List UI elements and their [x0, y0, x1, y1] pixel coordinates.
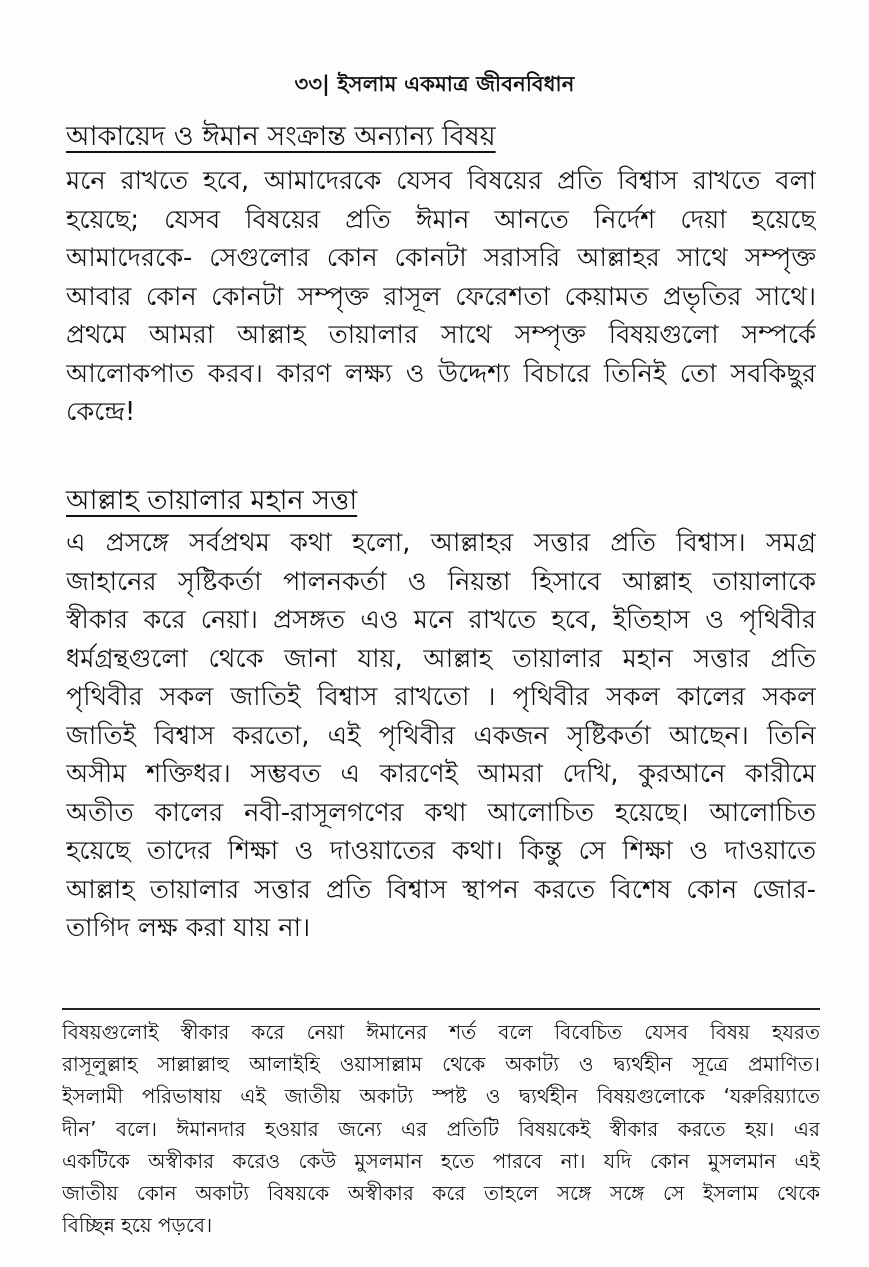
- footnote-line: জাতীয় কোন অকাট্য বিষয়কে অস্বীকার করে তাহলে সঙ্গে সঙ্গে সে ইসলাম থেকে: [62, 1180, 820, 1205]
- paragraph-line: তাগিদ লক্ষ করা যায় না।: [66, 913, 311, 943]
- paragraph-line: জাতিই বিশ্বাস করতো, এই পৃথিবীর একজন সৃষ্টিকর্তা আছেন। তিনি: [66, 720, 816, 751]
- footnote-line: একটিকে অস্বীকার করেও কেউ মুসলমান হতে পারবে না। যদি কোন মুসলমান এই: [62, 1148, 820, 1173]
- section-heading-allah: আল্লাহ তায়ালার মহান সত্তা: [66, 485, 358, 516]
- paragraph-line: অতীত কালের নবী-রাসূলগণের কথা আলোচিত হয়েছে। আলোচিত: [66, 797, 816, 828]
- footnote-line: দীন’ বলে। ঈমানদার হওয়ার জন্যে এর প্রতিটি বিষয়কেই স্বীকার করতে হয়। এর: [62, 1116, 820, 1141]
- paragraph-allah: [66, 524, 816, 948]
- footnote-line: বিচ্ছিন্ন হয়ে পড়বে।: [62, 1213, 213, 1238]
- paragraph-aqaid: [66, 162, 816, 432]
- paragraph-line: হয়েছে তাদের শিক্ষা ও দাওয়াতের কথা। কিন্তু সে শিক্ষা ও দাওয়াতে: [66, 836, 816, 866]
- paragraph-line: স্বীকার করে নেয়া। প্রসঙ্গত এও মনে রাখতে হবে, ইতিহাস ও পৃথিবীর: [66, 605, 816, 635]
- paragraph-line: অসীম শক্তিধর। সম্ভবত এ কারণেই আমরা দেখি, কুরআনে কারীমে: [66, 759, 816, 789]
- footnote-line: ইসলামী পরিভাষায় এই জাতীয় অকাট্য স্পষ্ট ও দ্ব্যর্থহীন বিষয়গুলোকে ‘যরুরিয়্যাতে: [62, 1084, 820, 1109]
- paragraph-line: আমাদেরকে- সেগুলোর কোন কোনটা সরাসরি আল্লাহর সাথে সম্পৃক্ত: [66, 243, 816, 273]
- footnote-line: রাসূলুল্লাহ সাল্লাল্লাহু আলাইহি ওয়াসাল্লাম থেকে অকাট্য ও দ্ব্যর্থহীন সূত্রে প্রমাণিত।: [62, 1052, 820, 1077]
- footnote: [62, 1016, 820, 1241]
- paragraph-line: জাহানের সৃষ্টিকর্তা পালনকর্তা ও নিয়ন্তা হিসাবে আল্লাহ তায়ালাকে: [66, 566, 816, 597]
- paragraph-line: আবার কোন কোনটা সম্পৃক্ত রাসূল ফেরেশতা কেয়ামত প্রভৃতির সাথে।: [66, 281, 816, 312]
- paragraph-line: এ প্রসঙ্গে সর্বপ্রথম কথা হলো, আল্লাহর সত্তার প্রতি বিশ্বাস। সমগ্র: [66, 528, 816, 558]
- paragraph-line: ধর্মগ্রন্থগুলো থেকে জানা যায়, আল্লাহ তায়ালার মহান সত্তার প্রতি: [66, 643, 816, 674]
- paragraph-line: আল্লাহ তায়ালার সত্তার প্রতি বিশ্বাস স্থাপন করতে বিশেষ কোন জোর-: [66, 874, 816, 905]
- running-head: ৩৩| ইসলাম একমাত্র জীবনবিধান: [294, 72, 575, 96]
- paragraph-line: হয়েছে; যেসব বিষয়ের প্রতি ঈমান আনতে নির্দেশ দেয়া হয়েছে: [66, 204, 816, 235]
- footnote-line: বিষয়গুলোই স্বীকার করে নেয়া ঈমানের শর্ত বলে বিবেচিত যেসব বিষয় হযরত: [62, 1020, 820, 1044]
- paragraph-line: মনে রাখতে হবে, আমাদেরকে যেসব বিষয়ের প্রতি বিশ্বাস রাখতে বলা: [66, 166, 816, 196]
- footnote-divider: [62, 1008, 820, 1010]
- paragraph-line: প্রথমে আমরা আল্লাহ তায়ালার সাথে সম্পৃক্ত বিষয়গুলো সম্পর্কে: [66, 320, 816, 350]
- paragraph-line: কেন্দ্রে!: [66, 397, 136, 427]
- section-heading-aqaid: আকায়েদ ও ঈমান সংক্রান্ত অন্যান্য বিষয়: [66, 121, 496, 152]
- paragraph-line: আলোকপাত করব। কারণ লক্ষ্য ও উদ্দেশ্য বিচারে তিনিই তো সবকিছুর: [66, 358, 816, 389]
- paragraph-line: পৃথিবীর সকল জাতিই বিশ্বাস রাখতো । পৃথিবীর সকল কালের সকল: [66, 682, 816, 712]
